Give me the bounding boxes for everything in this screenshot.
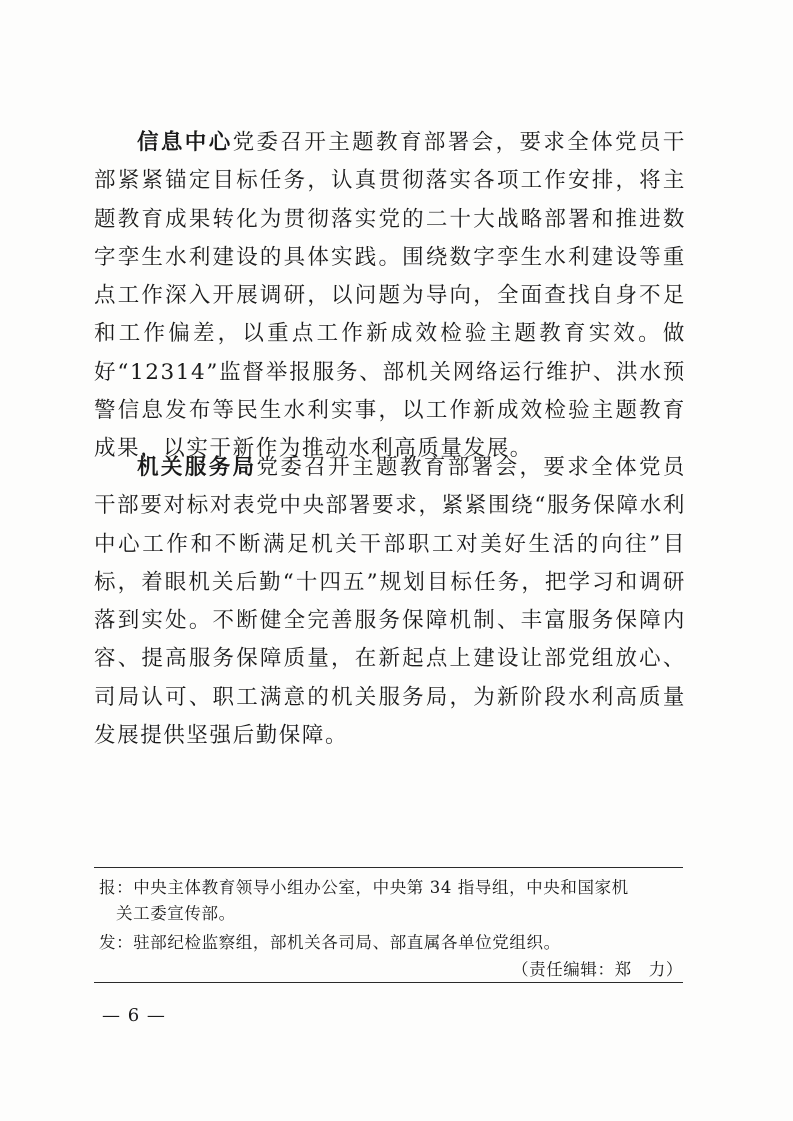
paragraph-body-service-bureau: 党委召开主题教育部署会，要求全体党员干部要对标对表党中央部署要求，紧紧围绕“服务保障水利中心工作和不断满足机关干部职工对美好生活的向往”目标，着眼机关后勤“十四五”规划目标任务，把学习和调研落到实处。不断健全完善服务保障机制、丰富服务保障内容、提高服务保障质量，在新起点上建设让部党组放心、司局认可、职工满意的机关服务局，为新阶段水利高质量发展提供坚强后勤保障。 bbox=[94, 455, 686, 749]
paragraph-service-bureau bbox=[94, 449, 686, 755]
report-recipients-line-2: 关工委宣传部。 bbox=[116, 904, 236, 923]
responsible-editor: （责任编辑：郑 力） bbox=[512, 960, 683, 979]
footer-bottom-divider bbox=[94, 982, 683, 983]
paragraph-lead-info-center: 信息中心 bbox=[137, 130, 233, 155]
page-number: — 6 — bbox=[102, 1005, 166, 1026]
paragraph-body-info-center: 党委召开主题教育部署会，要求全体党员干部紧紧锚定目标任务，认真贯彻落实各项工作安排，将主题教育成果转化为贯彻落实党的二十大战略部署和推进数字孪生水利建设的具体实践。围绕数字孪生水利建设等重点工作深入开展调研，以问题为导向，全面查找自身不足和工作偏差，以重点工作新成效检验主题教育实效。做好“12314”监督举报服务、部机关网络运行维护、洪水预警信息发布等民生水利实事，以工作新成效检验主题教育成果，以实干新作为推动水利高质量发展。 bbox=[94, 130, 686, 462]
send-recipients-line: 发：驻部纪检监察组，部机关各司局、部直属各单位党组织。 bbox=[99, 933, 561, 952]
footer-top-divider bbox=[94, 867, 683, 868]
report-recipients-line-1: 报：中央主体教育领导小组办公室，中央第 34 指导组，中央和国家机 bbox=[99, 878, 629, 897]
paragraph-info-center bbox=[94, 124, 686, 469]
paragraph-lead-service-bureau: 机关服务局 bbox=[137, 455, 257, 480]
